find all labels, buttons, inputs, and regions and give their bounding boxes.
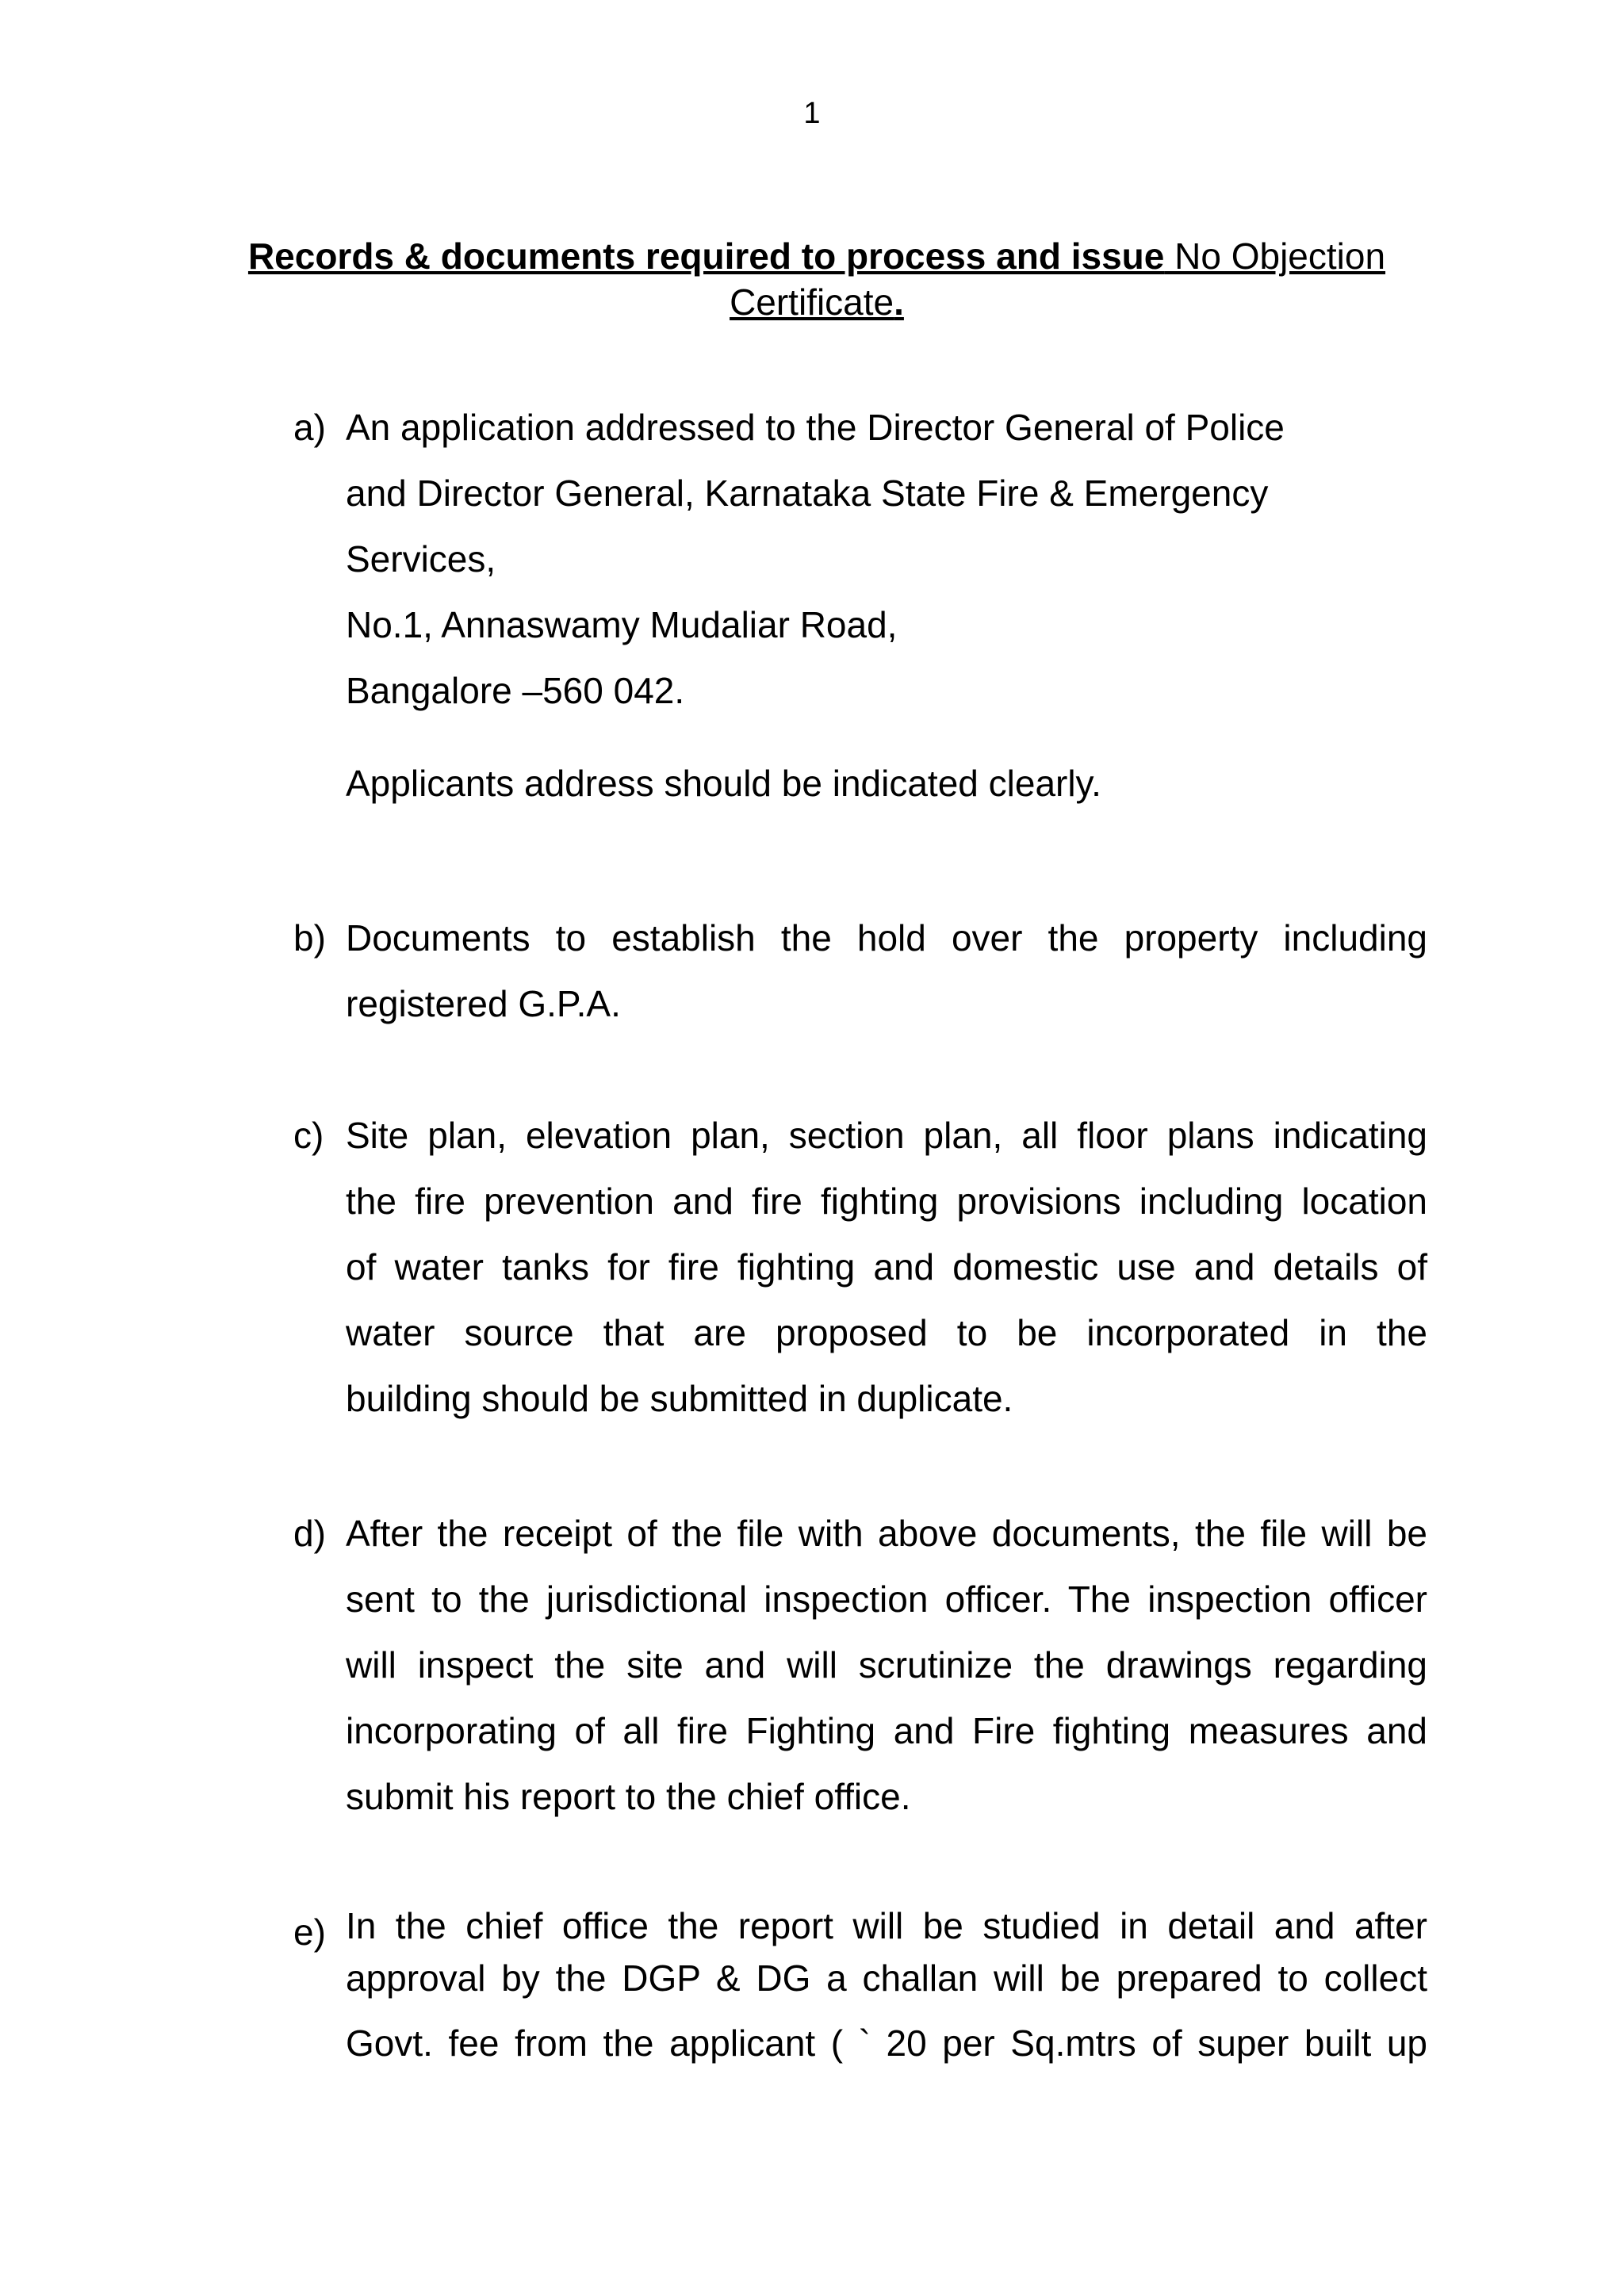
text-line: Bangalore –560 042. [346,670,685,711]
text-line: In the chief office the report will be studied in detail and after [346,1905,1427,1946]
text-line: Services, [346,538,496,580]
list-marker: c) [293,1115,324,1156]
text-line: registered G.P.A. [346,983,621,1024]
text-line: An application addressed to the Director General of Police [346,407,1285,448]
text-line: After the receipt of the file with above documents, the file will be [346,1513,1427,1554]
text-line: Site plan, elevation plan, section plan, all floor plans indicating [346,1115,1427,1156]
list-marker: a) [293,407,326,448]
list-item-body [346,395,1427,817]
text-line: building should be submitted in duplicate. [346,1378,1013,1419]
text-line: of water tanks for fire fighting and domestic use and details of [346,1246,1427,1288]
text-line: incorporating of all fire Fighting and Fire fighting measures and [346,1710,1427,1751]
list-item-body [346,1501,1427,1830]
list-item-body [346,1900,1427,2069]
title-bold-text: Records & documents required to process and issue [247,235,1165,277]
text-line: approval by the DGP & DG a challan will be prepared to collect [346,1957,1427,1999]
list-marker: e) [293,1911,326,1953]
text-line: sent to the jurisdictional inspection officer. The inspection officer [346,1578,1427,1620]
title-end-mark: . [894,281,904,323]
text-line: Govt. fee from the applicant ( ` 20 per Sq.mtrs of super built up [346,2022,1427,2064]
text-line: water source that are proposed to be incorporated in the [346,1312,1427,1353]
text-line: the fire prevention and fire fighting provisions including location [346,1181,1427,1222]
title-regular-text: No Objection Certificate [730,235,1386,323]
text-line: No.1, Annaswamy Mudaliar Road, [346,604,898,645]
text-line: submit his report to the chief office. [346,1776,911,1817]
text-line: will inspect the site and will scrutinize the drawings regarding [346,1644,1427,1686]
page-title [190,233,1443,325]
list-marker: b) [293,917,326,959]
page-number: 1 [803,97,821,130]
text-line: Documents to establish the hold over the property including [346,917,1427,959]
list-item-body [346,905,1427,1037]
text-line: and Director General, Karnataka State Fire & Emergency [346,473,1269,514]
list-marker: d) [293,1513,326,1554]
list-item-body [346,1103,1427,1432]
applicant-address-note: Applicants address should be indicated clearly. [346,763,1101,804]
